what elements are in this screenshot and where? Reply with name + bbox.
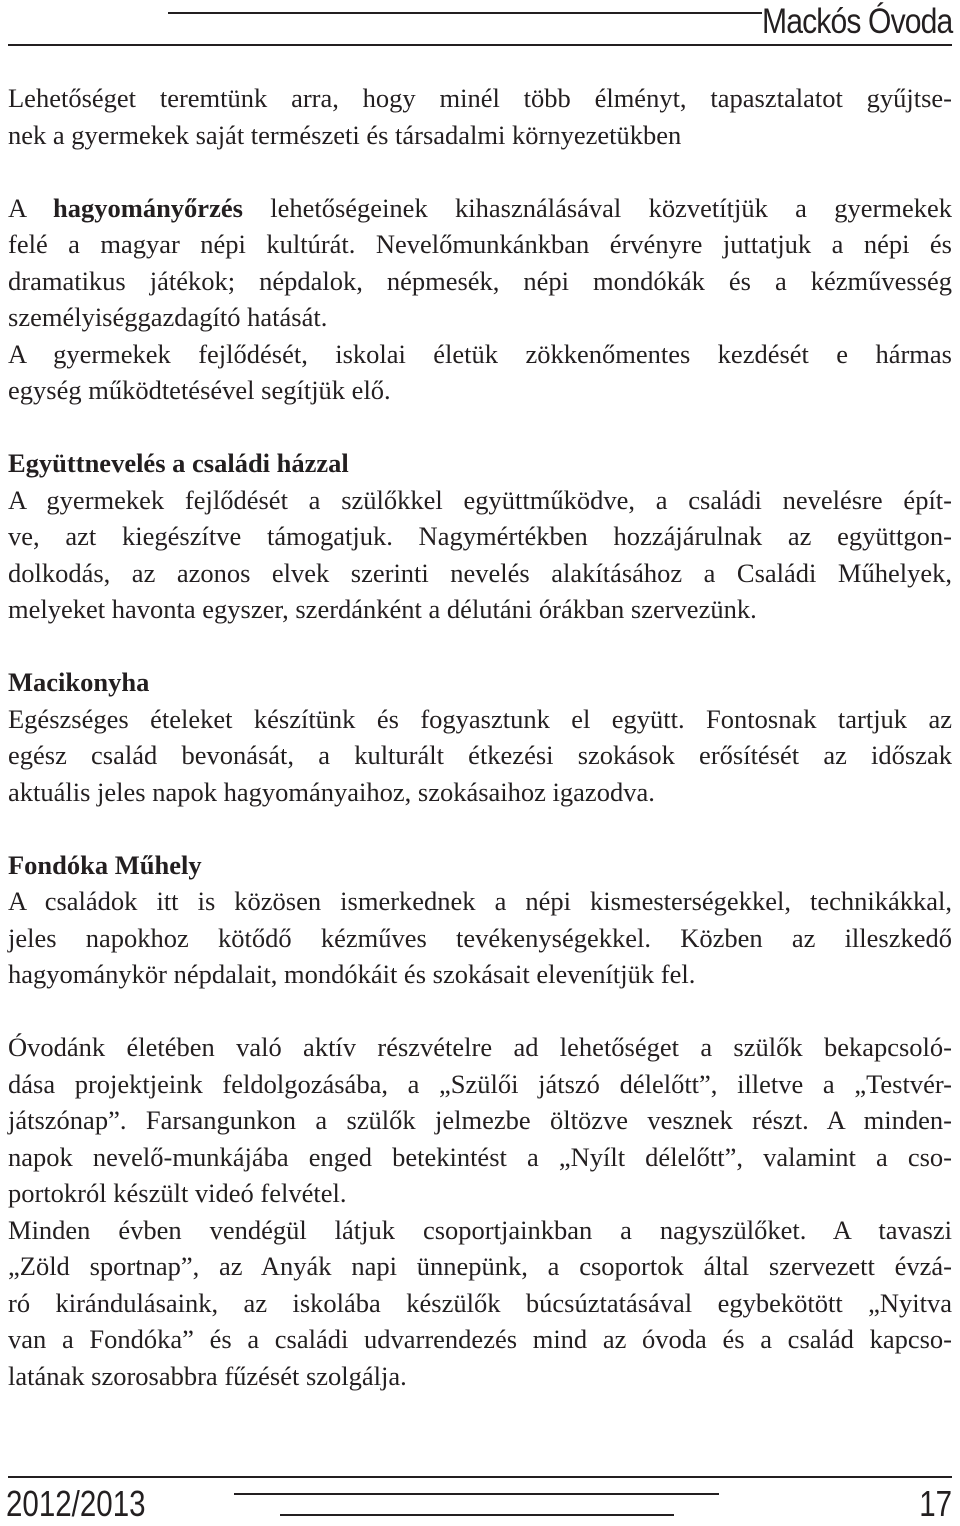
- s2-line-2: egész család bevonását, a kulturált étkezési szokások erősítését az időszak: [8, 740, 952, 770]
- section-heading-fondoka: Fondóka Műhely: [8, 849, 202, 880]
- page-number: 17: [919, 1483, 952, 1524]
- footer-rule-top: [8, 1476, 952, 1478]
- p2-line-6: egység működtetésével segítjük elő.: [8, 375, 391, 405]
- p3-line-1: Óvodánk életében való aktív részvételre ad lehetőséget a szülők bekapcsoló-: [8, 1032, 952, 1062]
- s1-line-4: melyeket havonta egyszer, szerdánként a délutáni órákban szervezünk.: [8, 594, 757, 624]
- header-rule-top: [168, 12, 762, 14]
- footer-rule-bottom: [280, 1514, 674, 1516]
- p2-line-3: dramatikus játékok; népdalok, népmesék, népi mondókák és a kézművesség: [8, 265, 952, 296]
- p3-line-2: dása projektjeink feldolgozásába, a „Szülői játszó délelőtt”, illetve a „Testvér-: [8, 1068, 952, 1099]
- s3-line-2: jeles napokhoz kötődő kézműves tevékenységekkel. Közben az illeszkedő: [8, 922, 952, 953]
- s2-line-3: aktuális jeles napok hagyományaihoz, szokásaihoz igazodva.: [8, 776, 655, 807]
- p3-line-8: ró kirándulásaink, az iskolába készülők búcsúztatásával egybekötött „Nyitva: [8, 1287, 952, 1318]
- p2-line-1: A hagyományőrzés lehetőségeinek kihasználásával közvetítjük a gyermekek: [8, 192, 952, 223]
- p3-line-6: Minden évben vendégül látjuk csoportjainkban a nagyszülőket. A tavaszi: [8, 1214, 952, 1245]
- p3-line-9: van a Fondóka” és a családi udvarrendezés mind az óvoda és a család kapcso-: [8, 1324, 952, 1354]
- page-body: [8, 80, 952, 1394]
- p3-line-10: latának szorosabbra fűzését szolgálja.: [8, 1360, 407, 1391]
- section-heading-egyuttneveles: Együttnevelés a családi házzal: [8, 448, 349, 478]
- s3-line-3: hagyománykör népdalait, mondókáit és szokásait elevenítjük fel.: [8, 959, 696, 989]
- s1-line-1: A gyermekek fejlődését a szülőkkel együttműködve, a családi nevelésre épít-: [8, 484, 952, 515]
- footer-rule-middle: [234, 1493, 719, 1495]
- p3-line-7: „Zöld sportnap”, az Anyák napi ünnepünk, a csoportok által szervezett évzá-: [8, 1251, 952, 1281]
- p3-line-3: játszónap”. Farsangunkon a szülők jelmezbe öltözve vesznek részt. A minden-: [8, 1105, 952, 1135]
- p1-line-2: nek a gyermekek saját természeti és társadalmi környezetükben: [8, 119, 682, 150]
- s1-line-3: dolkodás, az azonos elvek szerinti nevelés alakításához a Családi Műhelyek,: [8, 557, 952, 588]
- p1-line-1: Lehetőséget teremtünk arra, hogy minél több élményt, tapasztalatot gyűjtse-: [8, 83, 952, 113]
- s3-line-1: A családok itt is közösen ismerkednek a népi kismesterségekkel, technikákkal,: [8, 886, 952, 916]
- header-rule-bottom: [8, 44, 952, 46]
- s1-line-2: ve, azt kiegészítve támogatjuk. Nagymértékben hozzájárulnak az együttgon-: [8, 521, 952, 551]
- section-heading-macikonyha: Macikonyha: [8, 667, 150, 697]
- header-title: Mackós Óvoda: [761, 2, 952, 41]
- p2-line-4: személyiséggazdagító hatását.: [8, 302, 328, 332]
- p3-line-4: napok nevelő-munkájába enged betekintést a „Nyílt délelőtt”, valamint a cso-: [8, 1141, 952, 1172]
- hagyomanyorzes-bold: hagyományőrzés: [53, 192, 243, 223]
- footer-year: 2012/2013: [6, 1483, 146, 1524]
- p3-line-5: portokról készült videó felvétel.: [8, 1178, 347, 1208]
- s2-line-1: Egészséges ételeket készítünk és fogyasztunk el együtt. Fontosnak tartjuk az: [8, 703, 952, 734]
- p2-line-5: A gyermekek fejlődését, iskolai életük zökkenőmentes kezdését e hármas: [8, 338, 952, 369]
- p2-line-2: felé a magyar népi kultúrát. Nevelőmunkánkban érvényre juttatjuk a népi és: [8, 229, 952, 259]
